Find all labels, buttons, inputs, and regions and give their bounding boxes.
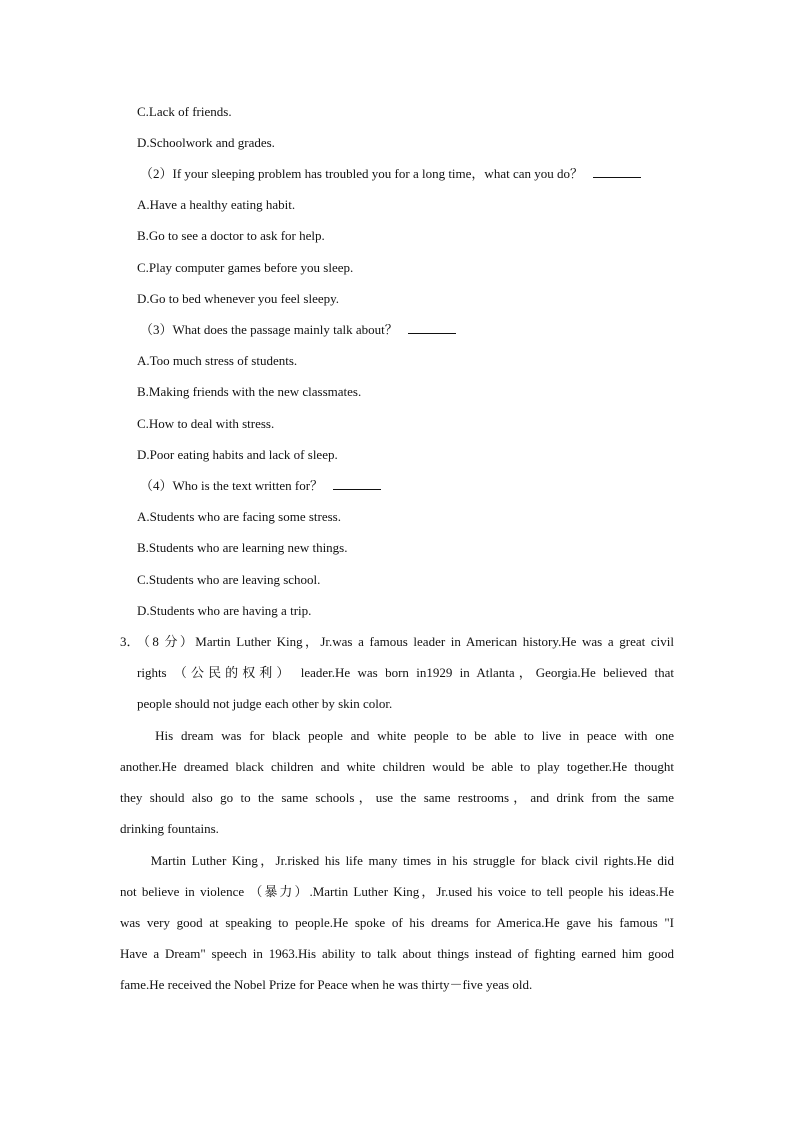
passage-line: rights （公民的权利） leader.He was born in1929 in Atlanta，Georgia.He believed that: [137, 665, 674, 680]
q3-stem: [140, 321, 456, 339]
q3-option-b: B.Making friends with the new classmates.: [137, 384, 362, 399]
passage-line: they should also go to the same schools，use the same restrooms，and drink from the same: [120, 790, 674, 805]
q4-stem-text: （4）Who is the text written for？: [140, 478, 324, 493]
q2-stem-text: （2）If your sleeping problem has troubled you for a long time，what can you do？: [140, 166, 583, 181]
passage-line: Martin Luther King，Jr.risked his life many times in his struggle for black civil rights.He did: [120, 853, 674, 868]
question-number: 3．: [120, 634, 140, 649]
passage-line: not believe in violence （暴力）.Martin Luther King，Jr.used his voice to tell people his ideas.He: [120, 884, 674, 899]
q4-stem: [140, 477, 381, 495]
passage-line: Have a Dream" speech in 1963.His ability to talk about things instead of fighting earned him good: [120, 946, 674, 961]
answer-blank: [408, 321, 456, 334]
q2-option-c: C.Play computer games before you sleep.: [137, 260, 354, 275]
answer-blank: [593, 165, 641, 178]
passage-line: drinking fountains.: [120, 821, 219, 836]
passage-line: another.He dreamed black children and white children would be able to play together.He thought: [120, 759, 674, 774]
passage-line: was very good at speaking to people.He spoke of his dreams for America.He gave his famous "I: [120, 915, 674, 930]
q4-option-c: C.Students who are leaving school.: [137, 572, 321, 587]
answer-blank: [333, 477, 381, 490]
passage-line: people should not judge each other by skin color.: [137, 696, 393, 711]
q2-stem: [140, 165, 641, 183]
passage-line: fame.He received the Nobel Prize for Peace when he was thirty－five yeas old.: [120, 977, 533, 992]
q1-option-c: C.Lack of friends.: [137, 104, 232, 119]
q3-option-c: C.How to deal with stress.: [137, 416, 275, 431]
passage-line: （8 分）Martin Luther King，Jr.was a famous leader in American history.He was a great civil: [137, 634, 674, 649]
q1-option-d: D.Schoolwork and grades.: [137, 135, 275, 150]
q2-option-b: B.Go to see a doctor to ask for help.: [137, 228, 325, 243]
passage-line: His dream was for black people and white people to be able to live in peace with one: [120, 728, 674, 743]
q2-option-a: A.Have a healthy eating habit.: [137, 197, 296, 212]
q4-option-b: B.Students who are learning new things.: [137, 540, 348, 555]
q2-option-d: D.Go to bed whenever you feel sleepy.: [137, 291, 340, 306]
q4-option-a: A.Students who are facing some stress.: [137, 509, 341, 524]
q4-option-d: D.Students who are having a trip.: [137, 603, 312, 618]
q3-stem-text: （3）What does the passage mainly talk about？: [140, 322, 398, 337]
q3-option-d: D.Poor eating habits and lack of sleep.: [137, 447, 338, 462]
q3-option-a: A.Too much stress of students.: [137, 353, 298, 368]
